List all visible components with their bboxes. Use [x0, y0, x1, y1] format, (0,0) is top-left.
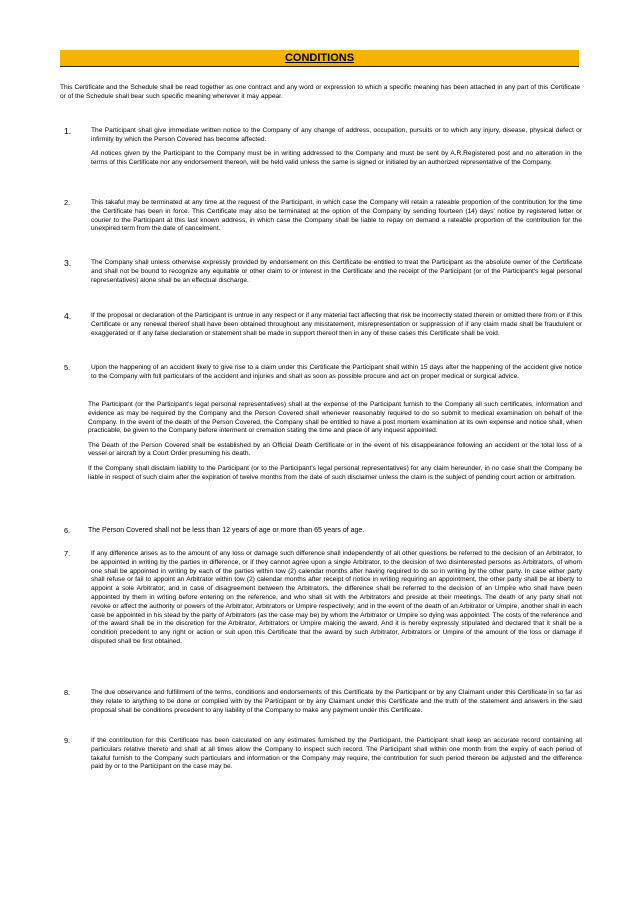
clause-paragraph: If any difference arises as to the amount of any loss or damage such difference shall independently of all other questions be referred to the decision of an Arbitrator, to be appointed in writing by the parties in difference, or if they cannot agree upon a single Arbitrator, to the decision of two disinterested persons as Arbitrators, of whom one shall be appointed in writing by each of the parties within tow (2) calendar months after having required to do so in writing by the other party. In case either party shall refuse or fail to appoint an Arbitrator within tow (2) calendar months after receipt of notice in writing requiring an appointment, the other party shall be at liberty to appoint a sole Arbitrator; and in case of disagreement between the Arbitrators, the difference shall be referred to the decision of an Umpire who shall have been appointed by them in writing before entering on the reference, and who shall sit with the Arbitrators and preside at their meetings. The death of any party shall not revoke or affect the authority or powers of the Arbitrator, Arbitrators or Umpire respectively; and in the event of the death of an Arbitrator or Umpire, another shall in each case be appointed in his stead by the party of Arbitrators (as the case may be) by whom the Arbitrator or Umpire so dying was appointed. The costs of the reference and of the award shall be in the discretion for the Arbitrator, Arbitrators or Umpire making the award. And it is hereby expressly stipulated and declared that it shall be a condition precedent to any right or action or suit upon this Certificate that the award by such Arbitrator, Arbitrators or Umpire of the amount of the loss or damage if disputed shall be first obtained. — [91, 550, 582, 645]
clause-paragraph: If the Company shall disclaim liability to the Participant (or to the Participant's legal personal representatives) for any claim hereunder, in no case shall the Company be liable in respect of such claim after the expiration of twelve months from the date of such disclaimer unless the claim is the subject of pending court action or arbitration. — [88, 464, 582, 481]
clause-paragraph: The Death of the Person Covered shall be established by an Official Death Certificate or in the event of his disappearance following an accident or the total loss of a vessel or aircraft by a Court Order presuming his death. — [88, 441, 582, 458]
clause-body — [91, 550, 582, 647]
clause-body — [91, 364, 582, 382]
clause-number: 5. — [64, 363, 71, 372]
clause-number: 8. — [64, 688, 71, 697]
clause-paragraph: The due observance and fulfillment of the terms, conditions and endorsements of this Certificate by the Participant or by any Claimant under this Certificate in so far as they relate to anything to be done or complied with by the Participant or by any Claimant under this Certificate and the truth of the statement and answers in the said proposal shall be conditions precedent to any liability of the Company to make any payment under this Certificate. — [91, 689, 582, 714]
clause-number: 4. — [64, 311, 72, 321]
clause-paragraph: The Participant (or the Participant's legal personal representatives) shall at the expense of the Participant furnish to the Company all such certificates, information and evidence as may be required by the Company and the Person Covered shall whenever reasonably required to do so submit to medical examination on behalf of the Company. In the event of the death of the Person Covered, the Company shall be entitled to have a post mortem examination at its own expense and notice shall, when practicable, be given to the Company before interment or cremation stating the time and place of any inquest appointed. — [88, 401, 582, 435]
clause-body — [88, 401, 582, 482]
clause-number: 3. — [64, 258, 72, 268]
clause-number: 1. — [64, 126, 72, 136]
clause-number: 7. — [64, 549, 71, 558]
clause-body — [91, 127, 582, 168]
clause-paragraph: If the proposal or declaration of the Participant is untrue in any respect or if any material fact affecting that risk be incorrectly stated therein or omitted there from or if this Certificate or any renewal thereof shall have been obtained throughout any misstatement, misrepresentation or suppression of if any claim made shall be fraudulent or exaggerated or if any false declaration or statement shall be made in support thereof then in any of these cases this Certificate shall be void. — [91, 312, 582, 337]
clause-body — [91, 312, 582, 338]
clause-body — [91, 259, 582, 285]
clause-number: 9. — [64, 736, 71, 745]
clause-paragraph: All notices given by the Participant to the Company must be in writing addressed to the Company and must be sent by A.R.Registered post and no alteration in the terms of this Certificate nor any endorsement thereon, will be held valid unless the same is signed or initialed by an authorized representative of the Company. — [91, 150, 582, 166]
clause-body — [88, 527, 579, 536]
clause-paragraph: The Participant shall give immediate written notice to the Company of any change of address, occupation, pursuits or to which any injury, disease, physical defect or infirmity by which the Person Covered has become affected. — [91, 127, 582, 143]
clause-body — [91, 737, 582, 772]
conditions-title-bar — [60, 50, 579, 67]
clause-body — [91, 199, 582, 234]
clause-number: 6. — [64, 526, 71, 535]
clause-paragraph: This takaful may be terminated at any time at the request of the Participant, in which case the Company will retain a rateable proportion of the contribution for the time the Certificate has been in force. This Certificate may also be terminated at the option of the Company by sending fourteen (14) days' notice by registered letter or courier to the Participant at this last known address, in which case the Company shall be liable to repay on demand a rateable proportion of the contribution for the unexpired term from the date of cancelment. — [91, 199, 582, 233]
clause-paragraph: The Person Covered shall not be less than 12 years of age or more than 65 years of age. — [88, 527, 365, 534]
clause-body — [91, 689, 582, 715]
page-title: CONDITIONS — [284, 52, 355, 64]
clause-paragraph: If the contribution for this Certificate has been calculated on any estimates furnished by the Participant, the Participant shall keep an accurate record containing all particulars relative thereto and shall at all times allow the Company to inspect such record. The Participant shall within one month from the expiry of each period of takaful furnish to the Company such particulars and information or the Company may require, the contribution for such period thereon be adjusted and the difference paid by or to the Participant on the case may be. — [91, 737, 582, 771]
clause-paragraph: Upon the happening of an accident likely to give rise to a claim under this Certificate the Participant shall within 15 days after the happening of the accident give notice to the Company with full particulars of the accident and injuries and shall as soon as possible procure and act on proper medical or surgical advice. — [91, 364, 582, 380]
clause-number: 2. — [64, 198, 71, 207]
clause-paragraph: The Company shall unless otherwise expressly provided by endorsement on this Certificate be entitled to treat the Participant as the absolute owner of the Certificate and shall not be bound to recognize any equitable or other claim to or interest in the Certificate and the receipt of the Participant (or of the Participant's legal personal representatives) alone shall be an effectual discharge. — [91, 259, 582, 284]
intro-paragraph: This Certificate and the Schedule shall be read together as one contract and any word or expression to which a specific meaning has been attached in any part of this Certificate or of the Schedule shall bear such specific meaning wherever it may appear. — [60, 84, 580, 100]
